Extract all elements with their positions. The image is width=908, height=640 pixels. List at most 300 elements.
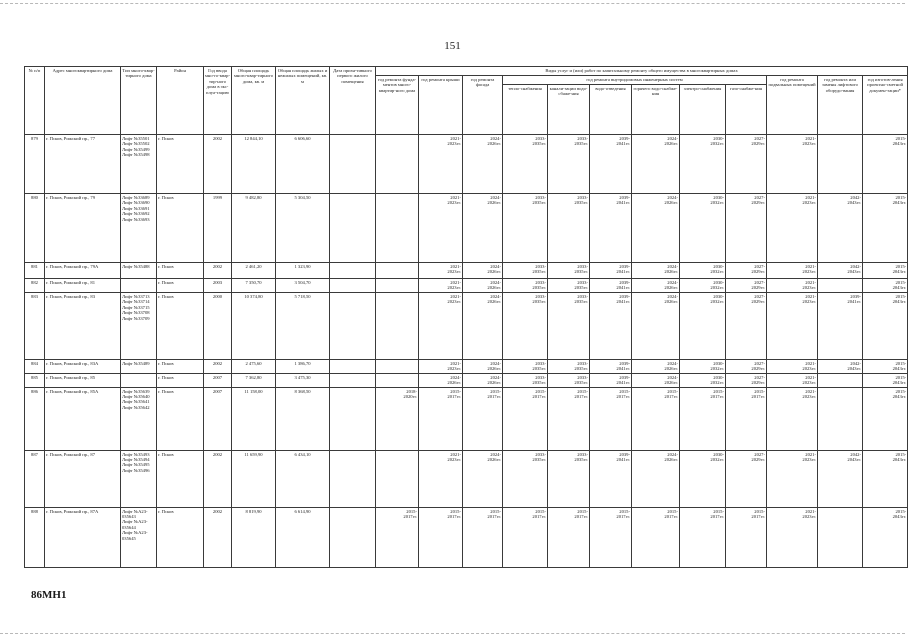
cell-heat [503,507,548,567]
cell-living-area-text: 3 475,30 [294,374,311,380]
cell-type [121,263,157,279]
cell-living-area [276,263,330,279]
cell-electric [680,293,726,360]
cell-gas [726,263,767,279]
cell-electric [680,373,726,387]
cell-facade [463,293,503,360]
cell-roof [419,507,463,567]
cell-heat-text: 2015- 2017гг. [532,508,546,520]
cell-water-text: 2039- 2041гг. [616,294,630,305]
cell-gas-text: 2015- 2017гг. [751,388,765,400]
cell-sewer [548,194,590,263]
cell-design-text: 2015- 2043гг. [892,294,907,305]
cell-district-text: г. Псков [158,508,174,514]
cell-roof-text: 2015- 2017гг. [447,388,461,400]
cell-type [121,360,157,374]
cell-facade [463,450,503,507]
cell-electric [680,135,726,194]
cell-living-area [276,373,330,387]
cell-roof [419,450,463,507]
cell-design-text: 2015- 2043гг. [892,264,907,275]
cell-gas [726,194,767,263]
cell-roof [419,293,463,360]
cell-basement-text: 2021- 2023гг. [802,136,816,147]
cell-hot-water [632,360,680,374]
cell-foundation [376,387,419,450]
cell-facade-text: 2024- 2026гг. [487,451,501,463]
cell-no [25,135,45,194]
cell-heat [503,293,548,360]
cell-basement-text: 2021- 2023гг. [802,294,816,305]
cell-recognition-date [330,360,376,374]
header-elevator: год ремонта или замены лифтового оборудо-вания [818,76,863,135]
cell-address-text: г. Псков, Рижский пр., 87 [46,451,96,457]
cell-basement [767,387,818,450]
cell-type-text: Лифт №А23-035643 Лифт №А23-035644 Лифт №А23-035645 [122,508,148,541]
cell-facade-text: 2024- 2026гг. [487,280,501,291]
cell-sewer [548,360,590,374]
cell-water [590,135,632,194]
cell-hot-water-text: 2024- 2026гг. [664,280,678,291]
cell-district [157,507,204,567]
cell-hot-water [632,373,680,387]
cell-gas [726,387,767,450]
header-recognition-date: Дата призн-тивного первого жилого помещения [330,67,376,135]
cell-district-text: г. Псков [158,451,174,457]
cell-total-area [232,387,276,450]
cell-type-text: Лифт №35501 Лифт №35502 Лифт №35499 Лифт №35498 [122,136,150,158]
header-engineering-group: год ремонта внутридомовых инженерных систем [503,76,767,85]
cell-facade [463,263,503,279]
cell-electric-text: 2030- 2032гг. [710,374,724,386]
header-no: № п/п [25,67,45,135]
cell-electric-text: 2030- 2032гг. [710,195,724,206]
cell-design-text: 2015- 2043гг. [892,136,907,147]
cell-district [157,279,204,293]
cell-gas-text: 2027- 2029гг. [751,136,765,147]
cell-address [45,387,121,450]
page-number: 151 [444,40,461,52]
cell-recognition-date [330,293,376,360]
cell-elevator-text: 2042- 2043гг. [847,195,861,206]
cell-roof [419,360,463,374]
cell-gas [726,373,767,387]
header-works-group: Виды услуг и (или) работ по капитальному ремонту общего имущества в многоквартирных домах [376,67,908,76]
cell-foundation [376,507,419,567]
header-district: Район [157,67,204,135]
cell-year [204,373,232,387]
cell-total-area-text: 8 819,90 [245,508,262,514]
cell-sewer-text: 2033- 2035гг. [574,136,588,147]
cell-sewer-text: 2033- 2035гг. [574,374,588,386]
cell-elevator [818,293,863,360]
cell-address [45,373,121,387]
cell-type [121,135,157,194]
cell-year-text: 2007 [212,388,223,394]
cell-heat [503,279,548,293]
cell-gas-text: 2027- 2029гг. [751,195,765,206]
cell-facade [463,279,503,293]
cell-design-text: 2015- 2043гг. [892,508,907,520]
cell-total-area [232,450,276,507]
cell-foundation [376,360,419,374]
capital-repair-table [24,66,908,568]
cell-address [45,450,121,507]
cell-facade-text: 2024- 2026гг. [487,374,501,386]
cell-year-text: 2002 [212,451,223,457]
cell-roof-text: 2024- 2026гг. [447,374,461,386]
cell-gas-text: 2027- 2029гг. [751,374,765,386]
cell-no-text: 881 [31,264,38,269]
cell-district-text: г. Псков [158,195,174,200]
header-total-area: Общая площадь много-квар-тирного дома, кв. м [232,67,276,135]
cell-type-text: Лифт №35493 Лифт №35494 Лифт №35495 Лифт №35496 [122,451,150,473]
cell-district [157,263,204,279]
cell-year [204,263,232,279]
cell-address [45,507,121,567]
cell-sewer [548,373,590,387]
cell-total-area [232,507,276,567]
cell-district [157,194,204,263]
cell-water [590,263,632,279]
header-foundation: год ремонта фунда-ментов много-квартир-ного дома [376,76,419,135]
cell-living-area [276,360,330,374]
table-row [25,194,908,263]
cell-year [204,279,232,293]
cell-year [204,387,232,450]
cell-hot-water [632,387,680,450]
cell-total-area [232,360,276,374]
cell-basement [767,135,818,194]
cell-water-text: 2039- 2041гг. [616,374,630,386]
cell-gas [726,360,767,374]
cell-heat [503,135,548,194]
cell-heat-text: 2033- 2035гг. [532,294,546,305]
cell-district-text: г. Псков [158,280,174,285]
cell-roof [419,194,463,263]
cell-address-text: г. Псков, Рижский пр., 77 [46,136,96,141]
cell-facade-text: 2015- 2017гг. [487,388,501,400]
cell-address-text: г. Псков, Рижский пр., 83 [46,294,96,299]
cell-electric-text: 2015- 2017гг. [710,388,724,400]
cell-no [25,263,45,279]
cell-sewer-text: 2033- 2035гг. [574,294,588,305]
cell-water-text: 2039- 2041гг. [616,361,630,372]
cell-elevator-text: 2042- 2043гг. [847,264,861,275]
cell-facade-text: 2024- 2026гг. [487,264,501,275]
cell-total-area-text: 9 482,80 [245,195,262,200]
cell-basement [767,194,818,263]
cell-water [590,360,632,374]
cell-elevator [818,360,863,374]
header-address: Адрес многоквартирного дома [45,67,121,135]
cell-type [121,387,157,450]
cell-hot-water-text: 2024- 2026гг. [664,195,678,206]
header-design: год изготов-ления проектно-сметной докумен-тации* [863,76,908,135]
cell-water-text: 2015- 2017гг. [616,508,630,520]
table-row [25,373,908,387]
cell-address [45,194,121,263]
cell-electric [680,450,726,507]
cell-total-area-text: 12 844,10 [244,136,263,141]
cell-gas [726,450,767,507]
cell-total-area [232,373,276,387]
cell-living-area [276,387,330,450]
cell-total-area [232,293,276,360]
cell-hot-water-text: 2015- 2017гг. [664,388,678,400]
cell-design-text: 2015- 2043гг. [892,361,907,372]
cell-sewer [548,263,590,279]
cell-elevator [818,194,863,263]
cell-sewer-text: 2033- 2035гг. [574,361,588,372]
cell-electric [680,507,726,567]
cell-heat-text: 2033- 2035гг. [532,374,546,386]
cell-total-area-text: 2 475,60 [245,361,262,366]
cell-type [121,293,157,360]
cell-recognition-date [330,279,376,293]
cell-living-area-text: 6 434,10 [294,451,311,457]
cell-living-area [276,194,330,263]
cell-heat-text: 2015- 2017гг. [532,388,546,400]
cell-foundation [376,194,419,263]
cell-no [25,293,45,360]
cell-design [863,450,908,507]
cell-year [204,360,232,374]
cell-basement-text: 2021- 2023гг. [802,264,816,275]
cell-total-area-text: 11 659,90 [244,451,263,457]
cell-roof-text: 2021- 2023гг. [447,361,461,372]
cell-no-text: 884 [31,361,38,366]
cell-no [25,450,45,507]
cell-year [204,194,232,263]
cell-elevator [818,387,863,450]
cell-living-area [276,135,330,194]
cell-year-text: 2002 [212,508,223,514]
scan-edge-bottom [0,633,905,634]
cell-basement-text: 2021- 2023гг. [802,280,816,291]
cell-facade [463,373,503,387]
cell-facade-text: 2015- 2017гг. [487,508,501,520]
cell-roof [419,279,463,293]
cell-basement [767,373,818,387]
cell-living-area-text: 1 386,70 [294,361,311,366]
cell-facade [463,387,503,450]
cell-electric-text: 2030- 2032гг. [710,451,724,463]
cell-heat [503,373,548,387]
cell-sewer [548,387,590,450]
cell-hot-water-text: 2024- 2026гг. [664,361,678,372]
cell-address-text: г. Псков, Рижский пр., 81 [46,280,96,285]
cell-water [590,279,632,293]
cell-design-text: 2015- 2043гг. [892,195,907,206]
header-year-built: Год ввода мно-го-квар-тир-ного дома в экс-плуа-тацию [204,67,232,135]
cell-heat-text: 2033- 2035гг. [532,264,546,275]
table-row [25,279,908,293]
cell-district [157,450,204,507]
cell-facade [463,135,503,194]
cell-sewer-text: 2033- 2035гг. [574,280,588,291]
cell-basement-text: 2021- 2023гг. [802,361,816,372]
cell-gas [726,135,767,194]
cell-total-area [232,194,276,263]
cell-recognition-date [330,373,376,387]
cell-hot-water [632,450,680,507]
cell-total-area [232,135,276,194]
header-heat: тепло-снабжения [503,85,548,135]
cell-sewer [548,293,590,360]
cell-year [204,450,232,507]
cell-sewer-text: 2015- 2017гг. [574,388,588,400]
cell-heat-text: 2033- 2035гг. [532,136,546,147]
cell-hot-water [632,135,680,194]
cell-water-text: 2039- 2041гг. [616,264,630,275]
cell-recognition-date [330,263,376,279]
cell-electric-text: 2030- 2032гг. [710,280,724,291]
table-row [25,387,908,450]
cell-recognition-date [330,194,376,263]
cell-water [590,387,632,450]
cell-district-text: г. Псков [158,374,174,380]
cell-district [157,387,204,450]
cell-elevator-text: 2042- 2043гг. [847,451,861,463]
cell-basement [767,507,818,567]
cell-facade [463,360,503,374]
cell-year [204,507,232,567]
cell-heat [503,387,548,450]
cell-hot-water-text: 2024- 2026гг. [664,374,678,386]
table-body [25,135,908,568]
cell-living-area [276,293,330,360]
cell-water-text: 2015- 2017гг. [616,388,630,400]
cell-roof-text: 2015- 2017гг. [447,508,461,520]
cell-type-text: Лифт №33713 Лифт №33714 Лифт №33715 Лифт №33708 Лифт №33709 [122,294,150,321]
cell-facade-text: 2024- 2026гг. [487,361,501,372]
cell-water [590,507,632,567]
header-gas: газо-снабже-ния [726,85,767,135]
cell-district-text: г. Псков [158,294,174,299]
cell-hot-water-text: 2015- 2017гг. [664,508,678,520]
cell-living-area-text: 6 614,90 [294,508,311,514]
cell-design [863,293,908,360]
header-water: водо-отведения [590,85,632,135]
cell-no [25,387,45,450]
cell-foundation [376,135,419,194]
cell-type [121,279,157,293]
cell-address [45,135,121,194]
header-basement: год ремонта подвальных помещений [767,76,818,135]
cell-gas-text: 2027- 2029гг. [751,361,765,372]
cell-design [863,373,908,387]
cell-facade-text: 2024- 2026гг. [487,195,501,206]
cell-no-text: 885 [31,374,38,380]
cell-district-text: г. Псков [158,136,174,141]
cell-water-text: 2039- 2041гг. [616,136,630,147]
table-row [25,263,908,279]
cell-gas-text: 2015- 2017гг. [751,508,765,520]
cell-no [25,373,45,387]
cell-basement [767,263,818,279]
scan-edge-top [0,3,905,4]
cell-type-text: Лифт №35639 Лифт №35640 Лифт №35641 Лифт №35642 [122,388,150,410]
cell-electric [680,360,726,374]
cell-total-area-text: 11 158,00 [244,388,263,394]
cell-basement [767,450,818,507]
cell-no-text: 880 [31,195,38,200]
cell-basement [767,279,818,293]
cell-type-text: Лифт №35489 [122,361,150,366]
cell-type-text: Лифт №33689 Лифт №33690 Лифт №33691 Лифт №33692 Лифт №33693 [122,195,150,222]
cell-design-text: 2015- 2043гг. [892,451,907,463]
cell-hot-water-text: 2024- 2026гг. [664,451,678,463]
cell-gas-text: 2027- 2029гг. [751,280,765,291]
cell-foundation [376,373,419,387]
header-living-area: Общая площадь жилых и нежилых помещений, кв. м [276,67,330,135]
cell-heat [503,194,548,263]
cell-electric [680,387,726,450]
cell-elevator [818,263,863,279]
cell-hot-water [632,507,680,567]
cell-living-area-text: 1 323,90 [294,264,311,269]
cell-foundation [376,263,419,279]
cell-no-text: 879 [31,136,38,141]
cell-living-area [276,279,330,293]
cell-electric-text: 2030- 2032гг. [710,361,724,372]
cell-facade-text: 2024- 2026гг. [487,294,501,305]
cell-roof-text: 2021- 2023гг. [447,264,461,275]
cell-sewer [548,507,590,567]
cell-heat [503,360,548,374]
cell-year-text: 2003 [212,280,223,285]
cell-hot-water-text: 2024- 2026гг. [664,264,678,275]
cell-basement-text: 2021- 2023гг. [802,508,816,520]
cell-total-area-text: 7 350,70 [245,280,262,285]
cell-address-text: г. Псков, Рижский пр., 85 [46,374,96,380]
cell-address [45,279,121,293]
cell-heat-text: 2033- 2035гг. [532,451,546,463]
cell-recognition-date [330,387,376,450]
cell-elevator [818,507,863,567]
cell-recognition-date [330,507,376,567]
cell-year-text: 2007 [212,374,223,380]
header-facade: год ремонта фасада [463,76,503,135]
cell-basement-text: 2021- 2023гг. [802,388,816,400]
cell-sewer-text: 2033- 2035гг. [574,451,588,463]
cell-living-area [276,450,330,507]
cell-address-text: г. Псков, Рижский пр., 79 [46,195,96,200]
cell-heat-text: 2033- 2035гг. [532,361,546,372]
cell-basement [767,293,818,360]
cell-water-text: 2039- 2041гг. [616,195,630,206]
header-sewer: канали-зации водо-сбаже-ния [548,85,590,135]
cell-elevator [818,450,863,507]
cell-district [157,293,204,360]
cell-address-text: г. Псков, Рижский пр., 85А [46,388,99,394]
cell-gas [726,293,767,360]
cell-living-area-text: 5 304,50 [294,195,311,200]
cell-electric-text: 2030- 2032гг. [710,294,724,305]
cell-no-text: 883 [31,294,38,299]
cell-water [590,293,632,360]
cell-living-area-text: 3 504,70 [294,280,311,285]
cell-design [863,387,908,450]
table-row [25,507,908,567]
cell-heat-text: 2033- 2035гг. [532,280,546,291]
header-row-1 [25,67,908,76]
cell-district [157,135,204,194]
cell-recognition-date [330,135,376,194]
cell-water [590,194,632,263]
cell-total-area-text: 10 374,80 [244,294,263,299]
